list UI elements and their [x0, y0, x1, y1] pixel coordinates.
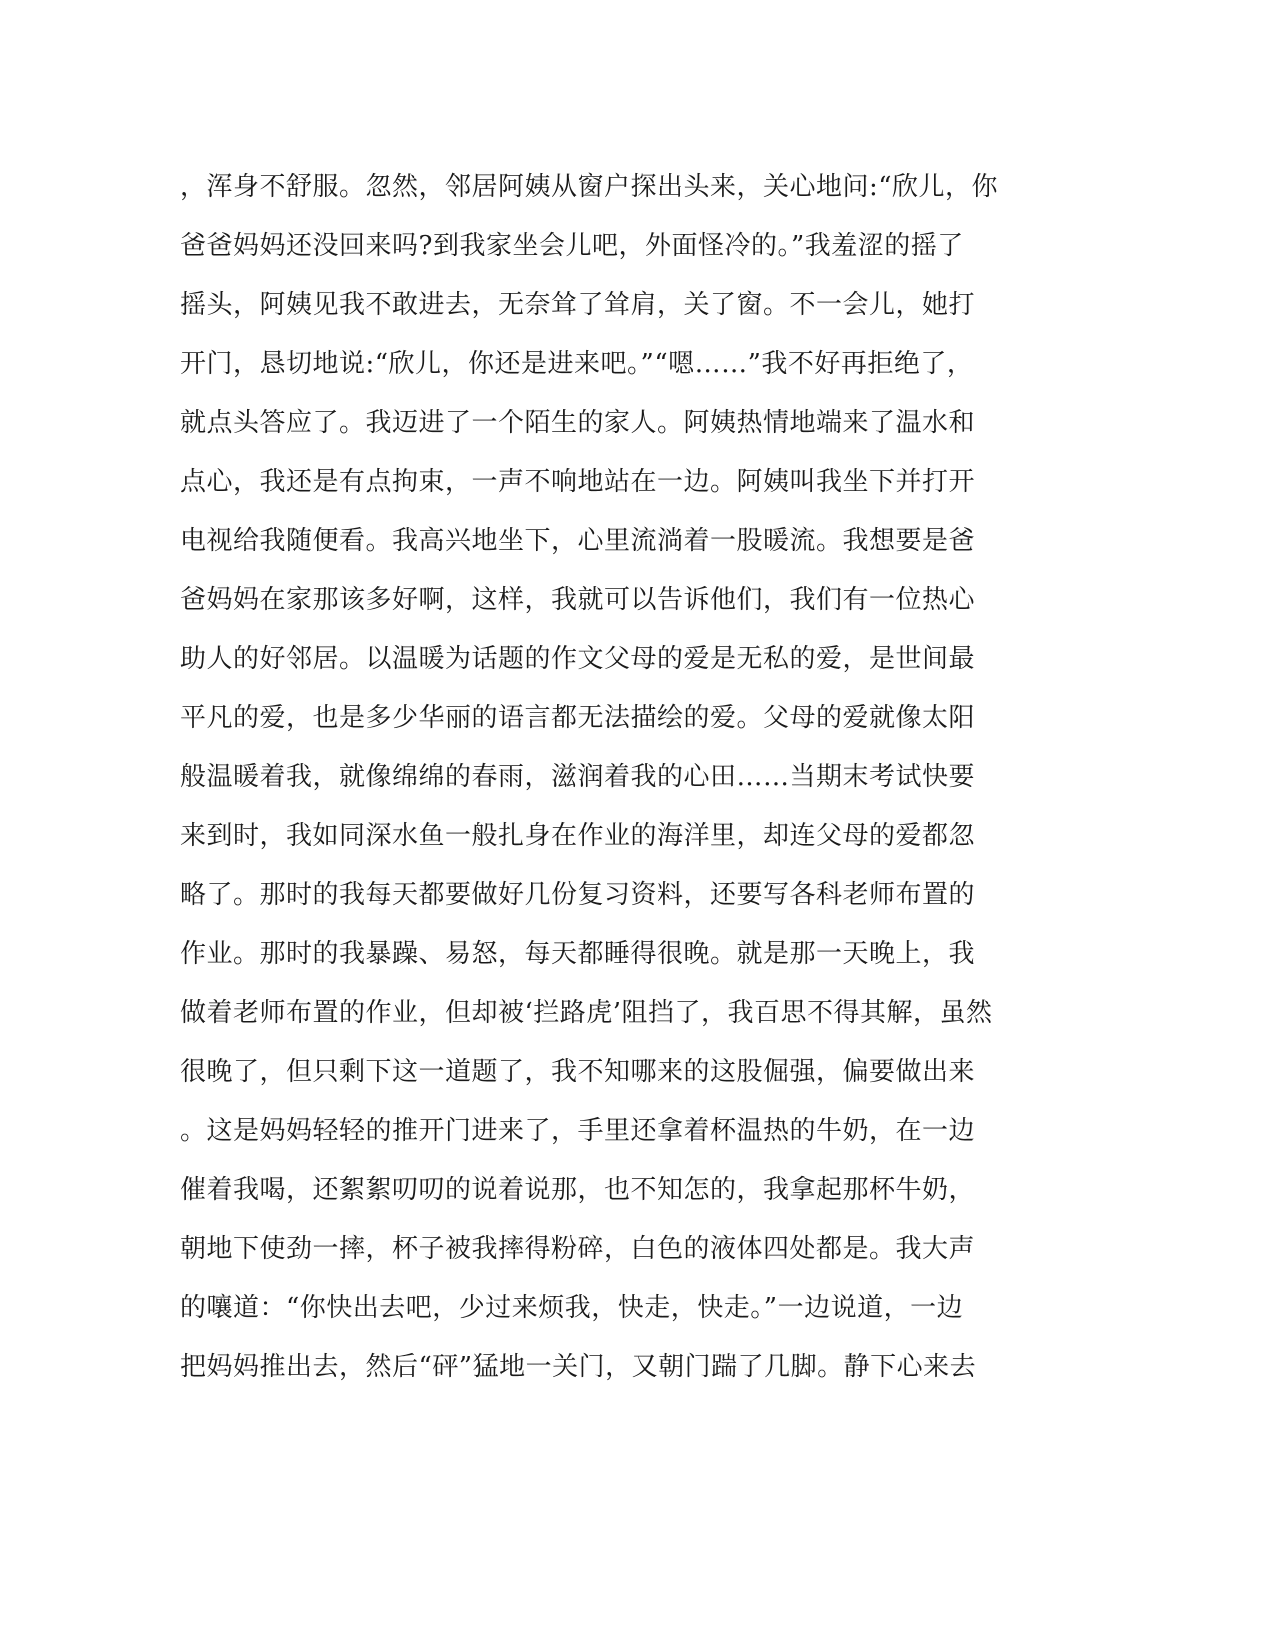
text-line: 作业。那时的我暴躁、易怒，每天都睡得很晚。就是那一天晚上，我 — [180, 939, 976, 969]
text-line: 爸爸妈妈还没回来吗?到我家坐会儿吧，外面怪冷的。”我羞涩的摇了 — [180, 231, 964, 261]
text-line: ，浑身不舒服。忽然，邻居阿姨从窗户探出头来，关心地问:“欣儿，你 — [180, 172, 999, 202]
text-line: 般温暖着我，就像绵绵的春雨，滋润着我的心田……当期末考试快要 — [180, 762, 976, 792]
text-line: 点心，我还是有点拘束，一声不响地站在一边。阿姨叫我坐下并打开 — [180, 467, 976, 497]
text-line: 很晚了，但只剩下这一道题了，我不知哪来的这股倔强，偏要做出来 — [180, 1057, 976, 1087]
text-line: 做着老师布置的作业，但却被‘拦路虎’阻挡了，我百思不得其解，虽然 — [180, 998, 993, 1028]
text-line: 爸妈妈在家那该多好啊，这样，我就可以告诉他们，我们有一位热心 — [180, 585, 976, 615]
text-line: 开门，恳切地说:“欣儿，你还是进来吧。”“嗯……”我不好再拒绝了， — [180, 349, 974, 379]
text-line: 略了。那时的我每天都要做好几份复习资料，还要写各科老师布置的 — [180, 880, 976, 910]
text-line: 助人的好邻居。以温暖为话题的作文父母的爱是无私的爱，是世间最 — [180, 644, 976, 674]
body-text — [180, 158, 1060, 1397]
text-line: 的嚷道：“你快出去吧，少过来烦我，快走，快走。”一边说道，一边 — [180, 1293, 964, 1323]
text-line: 平凡的爱，也是多少华丽的语言都无法描绘的爱。父母的爱就像太阳 — [180, 703, 976, 733]
text-line: 来到时，我如同深水鱼一般扎身在作业的海洋里，却连父母的爱都忽 — [180, 821, 976, 851]
text-line: 朝地下使劲一摔，杯子被我摔得粉碎，白色的液体四处都是。我大声 — [180, 1234, 976, 1264]
text-line: 催着我喝，还絮絮叨叨的说着说那，也不知怎的，我拿起那杯牛奶， — [180, 1175, 976, 1205]
text-line: 电视给我随便看。我高兴地坐下，心里流淌着一股暖流。我想要是爸 — [180, 526, 976, 556]
text-line: 摇头，阿姨见我不敢进去，无奈耸了耸肩，关了窗。不一会儿，她打 — [180, 290, 976, 320]
text-line: 就点头答应了。我迈进了一个陌生的家人。阿姨热情地端来了温水和 — [180, 408, 976, 438]
text-line: 把妈妈推出去，然后“砰”猛地一关门，又朝门踹了几脚。静下心来去 — [180, 1352, 977, 1382]
text-line: 。这是妈妈轻轻的推开门进来了，手里还拿着杯温热的牛奶，在一边 — [180, 1116, 976, 1146]
